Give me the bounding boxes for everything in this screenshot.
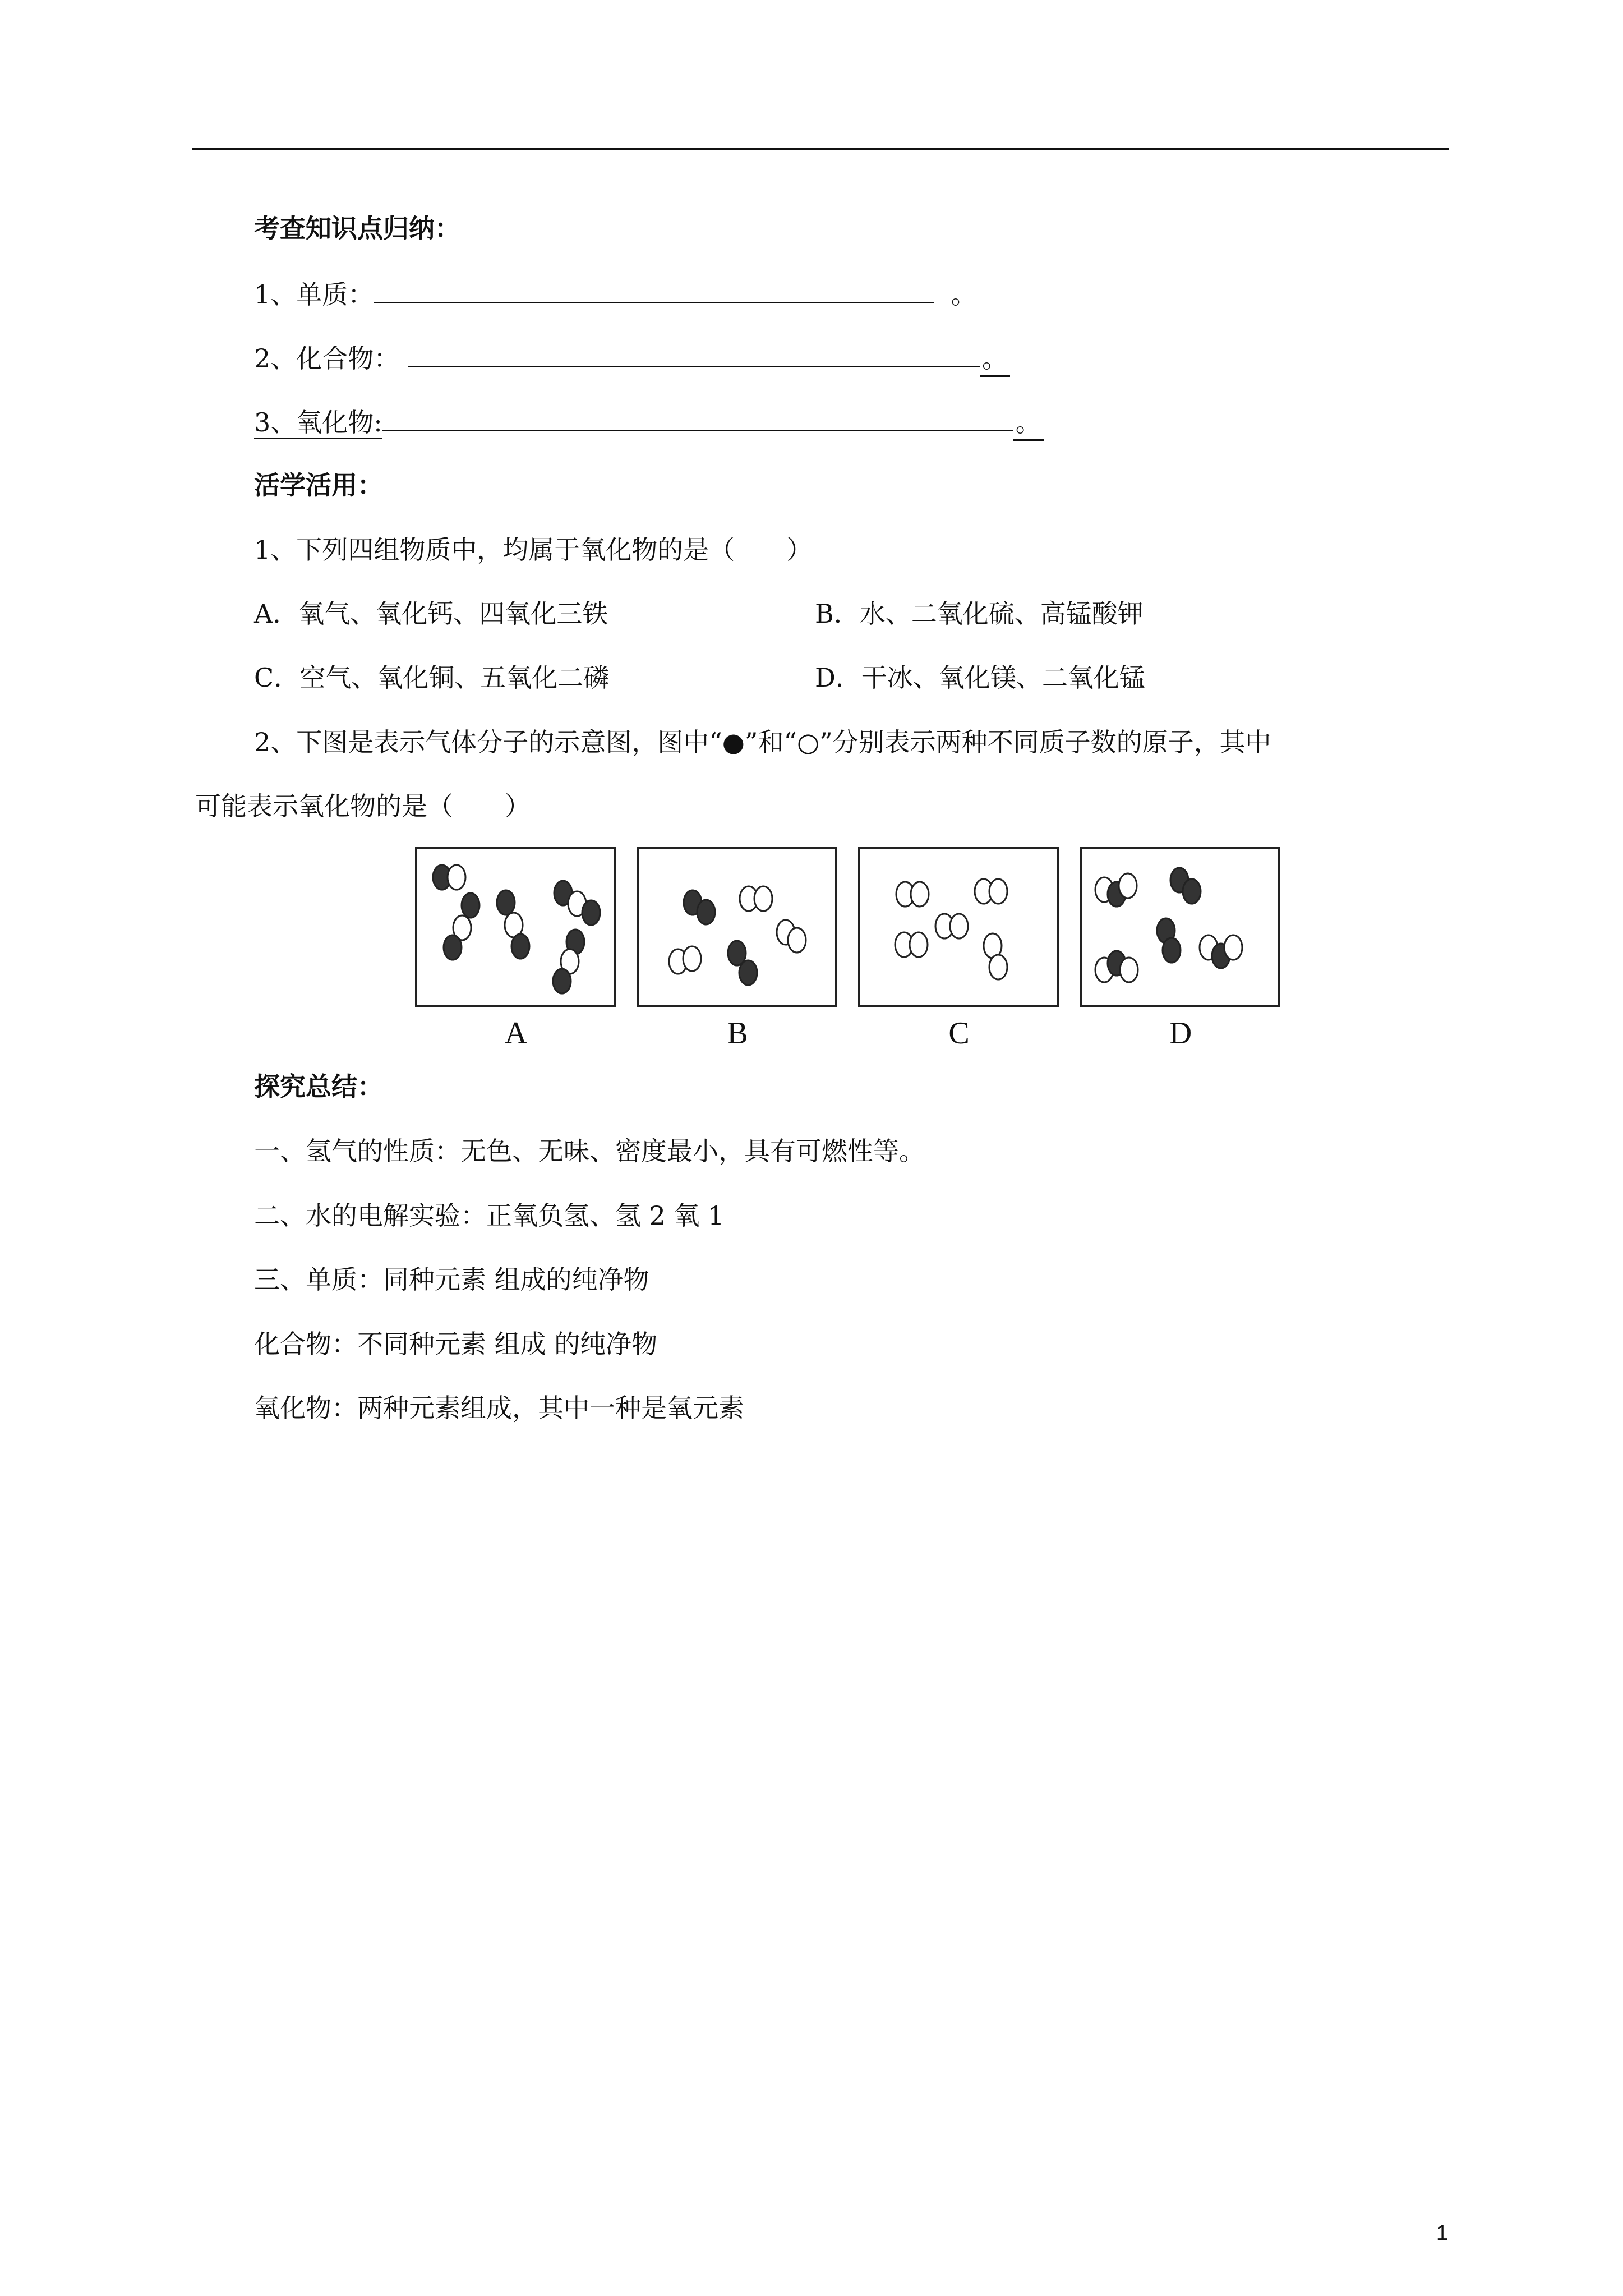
q1-option-a[interactable]: A．氧气、氧化钙、四氧化三铁 [254, 599, 608, 629]
panel-c-molecules [860, 849, 1057, 1005]
panel-d-molecules [1082, 849, 1278, 1005]
item-end: 。 [980, 342, 1010, 377]
molecule-diagram [415, 847, 1290, 1049]
question-2-stem-line1: 2、下图是表示气体分子的示意图，图中“●”和“○”分别表示两种不同质子数的原子，其中 [254, 727, 1271, 757]
summary-line-electrolysis: 二、水的电解实验：正氧负氢、氢 2 氧 1 [254, 1200, 725, 1231]
panel-b[interactable] [637, 847, 837, 1007]
item-compound [254, 340, 1010, 377]
section-heading-summary: 探究总结： [254, 1071, 383, 1102]
section-heading-practice: 活学活用： [254, 470, 383, 500]
summary-line-oxide: 氧化物：两种元素组成，其中一种是氧元素 [254, 1393, 744, 1423]
summary-line-hydrogen: 一、氢气的性质：无色、无味、密度最小，具有可燃性等。 [254, 1136, 925, 1166]
question-1-stem: 1、下列四组物质中，均属于氧化物的是（ ） [254, 535, 813, 565]
panel-a[interactable] [415, 847, 616, 1007]
panel-c[interactable] [858, 847, 1059, 1007]
page-number: 1 [1436, 2221, 1448, 2245]
panel-d-label: D [1169, 1016, 1192, 1051]
item-end: 。 [951, 279, 977, 310]
panel-d[interactable] [1080, 847, 1280, 1007]
panel-a-label: A [504, 1016, 528, 1051]
item-oxide [254, 404, 1044, 441]
panel-b-molecules [639, 849, 835, 1005]
item-label: 3、氧化物: [254, 407, 382, 439]
summary-line-elemental: 三、单质：同种元素 组成的纯净物 [254, 1264, 649, 1295]
answer-blank[interactable] [374, 276, 934, 303]
panel-c-label: C [948, 1016, 970, 1051]
answer-blank[interactable] [382, 404, 1013, 431]
header-rule [192, 148, 1449, 150]
question-2-stem-line2: 可能表示氧化物的是（ ） [195, 791, 531, 821]
q1-option-d[interactable]: D．干冰、氧化镁、二氧化锰 [815, 662, 1145, 693]
panel-b-label: B [727, 1016, 748, 1051]
panel-a-molecules [417, 849, 614, 1005]
q1-option-c[interactable]: C．空气、氧化铜、五氧化二磷 [254, 662, 610, 693]
section-heading-knowledge: 考查知识点归纳： [254, 213, 460, 243]
summary-line-compound: 化合物：不同种元素 组成 的纯净物 [254, 1329, 658, 1359]
q1-option-b[interactable]: B．水、二氧化硫、高锰酸钾 [815, 599, 1144, 629]
item-label: 1、单质： [254, 279, 374, 310]
answer-blank[interactable] [408, 340, 980, 367]
item-label: 2、化合物： [254, 343, 400, 374]
item-end: 。 [1013, 406, 1044, 441]
item-elemental-substance [254, 276, 977, 311]
